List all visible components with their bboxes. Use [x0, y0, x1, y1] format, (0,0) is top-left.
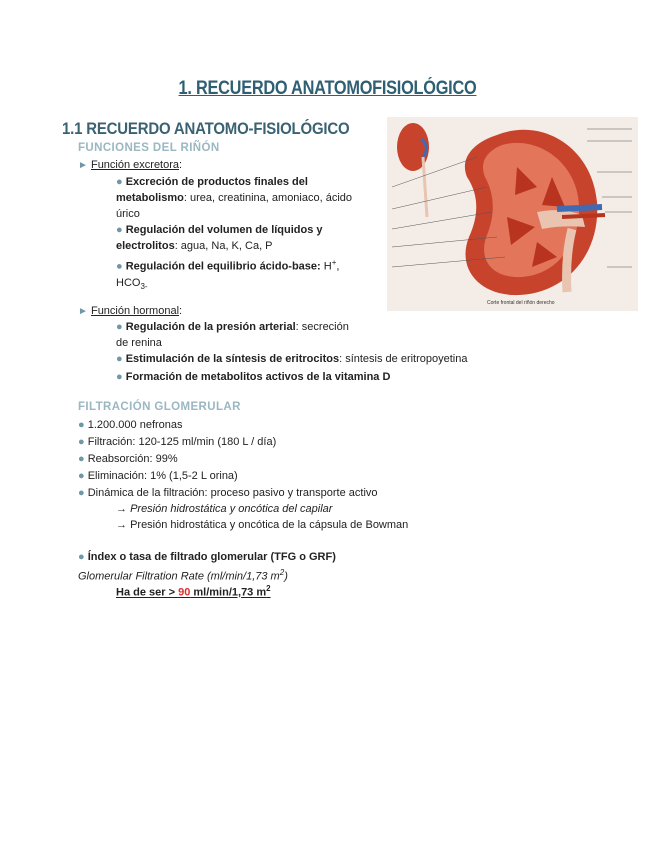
- bullet-dot-icon: ●: [116, 371, 123, 383]
- triangle-bullet-icon: ►: [78, 306, 88, 317]
- subscript: 3-: [140, 281, 148, 291]
- item-text: H: [320, 260, 332, 273]
- bullet-dot-icon: ●: [78, 487, 85, 499]
- tfg-title-row: [78, 549, 336, 565]
- colon: :: [179, 305, 183, 317]
- item-bold: Regulación del equilibrio ácido-base:: [125, 260, 321, 273]
- tfg-title: Índex o tasa de filtrado glomerular (TFG o GRF): [87, 551, 336, 563]
- list-item: [78, 434, 378, 451]
- superscript: 2: [279, 568, 285, 577]
- item-text: : agua, Na, K, Ca, P: [174, 240, 273, 252]
- subheading-filtracion: FILTRACIÓN GLOMERULAR: [78, 401, 241, 413]
- bullet-dot-icon: ●: [116, 321, 123, 333]
- small-ureter-line: [423, 157, 427, 217]
- bullet-dot-icon: ●: [78, 551, 85, 563]
- filtracion-list: [78, 417, 378, 502]
- arrow-right-icon: →: [116, 519, 127, 531]
- list-item: [78, 451, 378, 468]
- subheading-funciones: FUNCIONES DEL RIÑÓN: [78, 142, 220, 154]
- list-item-text: Filtración: 120-125 ml/min (180 L / día): [87, 436, 277, 448]
- excretora-item-2: [116, 222, 381, 254]
- arrow-item-2: [116, 517, 408, 533]
- tfg-sub-text: ): [284, 570, 288, 583]
- item-bold: Regulación del volumen de líquidos y: [125, 224, 323, 236]
- target-text: ml/min/1,73 m: [190, 586, 267, 599]
- bullet-dot-icon: ●: [116, 353, 123, 365]
- kidney-illustration: [387, 117, 638, 311]
- item-bold: Estimulación de la síntesis de eritrocitos: [125, 353, 340, 365]
- hormonal-item-1: [116, 319, 386, 351]
- item-bold: Formación de metabolitos activos de la vitamina D: [125, 371, 391, 383]
- excretora-label-row: [78, 157, 182, 174]
- item-text: de renina: [116, 337, 162, 349]
- excretora-item-3: [116, 255, 381, 295]
- list-item-text: Dinámica de la filtración: proceso pasivo y transporte activo: [87, 487, 378, 499]
- item-text: HCO: [116, 276, 141, 289]
- excretora-label: Función excretora: [90, 159, 180, 171]
- target-value: 90: [178, 586, 191, 599]
- page-title: 1. RECUERDO ANATOMOFISIOLÓGICO: [178, 78, 477, 99]
- bullet-dot-icon: ●: [116, 224, 123, 236]
- bullet-dot-icon: ●: [78, 453, 85, 465]
- item-bold: Regulación de la presión arterial: [125, 321, 296, 333]
- hormonal-item-3: [116, 369, 390, 385]
- item-text: úrico: [116, 208, 140, 220]
- ureter-shape: [567, 229, 572, 292]
- item-text: : síntesis de eritropoyetina: [339, 353, 468, 365]
- tfg-sub-text: Glomerular Filtration Rate (ml/min/1,73 m: [78, 570, 280, 583]
- triangle-bullet-icon: ►: [78, 160, 88, 171]
- item-bold: Excreción de productos finales del: [125, 176, 308, 188]
- arrow-item-1: [116, 501, 332, 517]
- superscript: +: [331, 258, 337, 267]
- target-text: Ha de ser >: [116, 586, 179, 599]
- list-item-text: Eliminación: 1% (1,5-2 L orina): [87, 470, 238, 482]
- excretora-item-1: [116, 174, 381, 222]
- arrow-right-icon: →: [116, 503, 127, 515]
- hormonal-label: Función hormonal: [90, 305, 180, 317]
- bullet-dot-icon: ●: [78, 436, 85, 448]
- list-item-text: 1.200.000 nefronas: [87, 419, 183, 431]
- kidney-diagram: [387, 117, 638, 311]
- section-heading: 1.1 RECUERDO ANATOMO-FISIOLÓGICO: [62, 119, 350, 138]
- bullet-dot-icon: ●: [116, 260, 123, 273]
- diagram-caption: Corte frontal del riñón derecho: [487, 300, 555, 306]
- bullet-dot-icon: ●: [78, 419, 85, 431]
- bullet-dot-icon: ●: [116, 176, 123, 188]
- colon: :: [179, 159, 183, 171]
- bullet-dot-icon: ●: [78, 470, 85, 482]
- renal-vein-shape: [557, 207, 602, 209]
- list-item-text: Reabsorción: 99%: [87, 453, 178, 465]
- list-item: [78, 417, 378, 434]
- renal-artery-shape: [562, 215, 605, 217]
- list-item: [78, 485, 378, 502]
- superscript: 2: [266, 584, 271, 593]
- item-text: : urea, creatinina, amoniaco, ácido: [183, 192, 353, 204]
- item-bold: electrolitos: [116, 240, 175, 252]
- arrow-text: Presión hidrostática y oncótica del capilar: [130, 503, 333, 515]
- item-text: ,: [336, 260, 340, 273]
- item-text: : secreción: [295, 321, 349, 333]
- hormonal-label-row: [78, 303, 182, 320]
- arrow-text: Presión hidrostática y oncótica de la cápsula de Bowman: [130, 519, 409, 531]
- tfg-target: [116, 581, 271, 601]
- item-bold: metabolismo: [116, 192, 184, 204]
- list-item: [78, 468, 378, 485]
- hormonal-item-2: [116, 351, 467, 367]
